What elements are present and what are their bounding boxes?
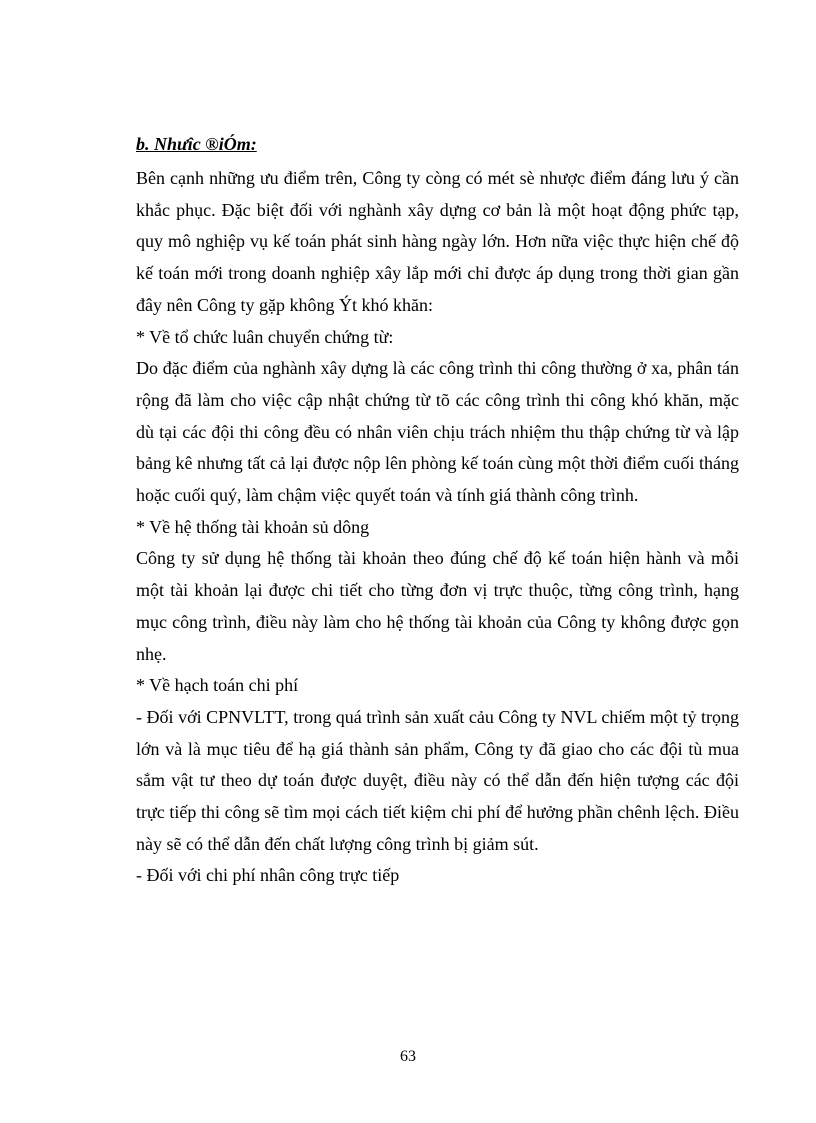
section-heading: b. Nhưîc ®iÓm: (136, 134, 257, 154)
bullet-document-circulation: * Về tổ chức luân chuyển chứng từ: (136, 326, 394, 347)
paragraph-direct-materials: - Đối với CPNVLTT, trong quá trình sản xuất cảu Công ty NVL chiếm một tỷ trọng lớn và là mục tiêu để hạ giá thành sản phẩm, Công ty đã giao cho các đội tù mua sắm vật tư theo dự toán được duyệt, điều này có thể dẫn đến hiện tượng các đội trực tiếp thi công sẽ tìm mọi cách tiết kiệm chi phí để hưởng phần chênh lệch. Điều này sẽ có thể dẫn đến chất lượng công trình bị giảm sút. (136, 706, 739, 854)
paragraph-direct-labor: - Đối với chi phí nhân công trực tiếp (136, 865, 400, 886)
body-text (136, 163, 739, 892)
paragraph-document-circulation: Do đặc điểm của nghành xây dựng là các công trình thi công thường ở xa, phân tán rộng đã làm cho việc cập nhật chứng từ tõ các công trình thi công khó khăn, mặc dù tại các đội thi công đều có nhân viên chịu trách nhiệm thu thập chứng từ và lập bảng kê nhưng tất cả lại được nộp lên phòng kế toán cùng một thời điểm cuối tháng hoặc cuối quý, làm chậm việc quyết toán và tính giá thành công trình. (136, 358, 739, 506)
page-number: 63 (400, 1048, 416, 1065)
paragraph-weaknesses-intro: Bên cạnh những ưu điểm trên, Công ty còng có mét sè nhược điểm đáng lưu ý cần khắc phục. Đặc biệt đối với nghành xây dựng cơ bản là một hoạt động phức tạp, quy mô nghiệp vụ kế toán phát sinh hàng ngày lớn. Hơn nữa việc thực hiện chế độ kế toán mới trong doanh nghiệp xây lắp mới chỉ được áp dụng trong thời gian gần đây nên Công ty gặp không Ýt khó khăn: (136, 168, 739, 315)
paragraph-account-system: Công ty sử dụng hệ thống tài khoản theo đúng chế độ kế toán hiện hành và mỗi một tài khoản lại được chi tiết cho từng đơn vị trực thuộc, từng công trình, hạng mục công trình, điều này làm cho hệ thống tài khoản của Công ty không được gọn nhẹ. (136, 548, 739, 664)
bullet-account-system: * Về hệ thống tài khoản sủ dông (136, 516, 370, 537)
bullet-cost-accounting: * Về hạch toán chi phí (136, 675, 299, 696)
